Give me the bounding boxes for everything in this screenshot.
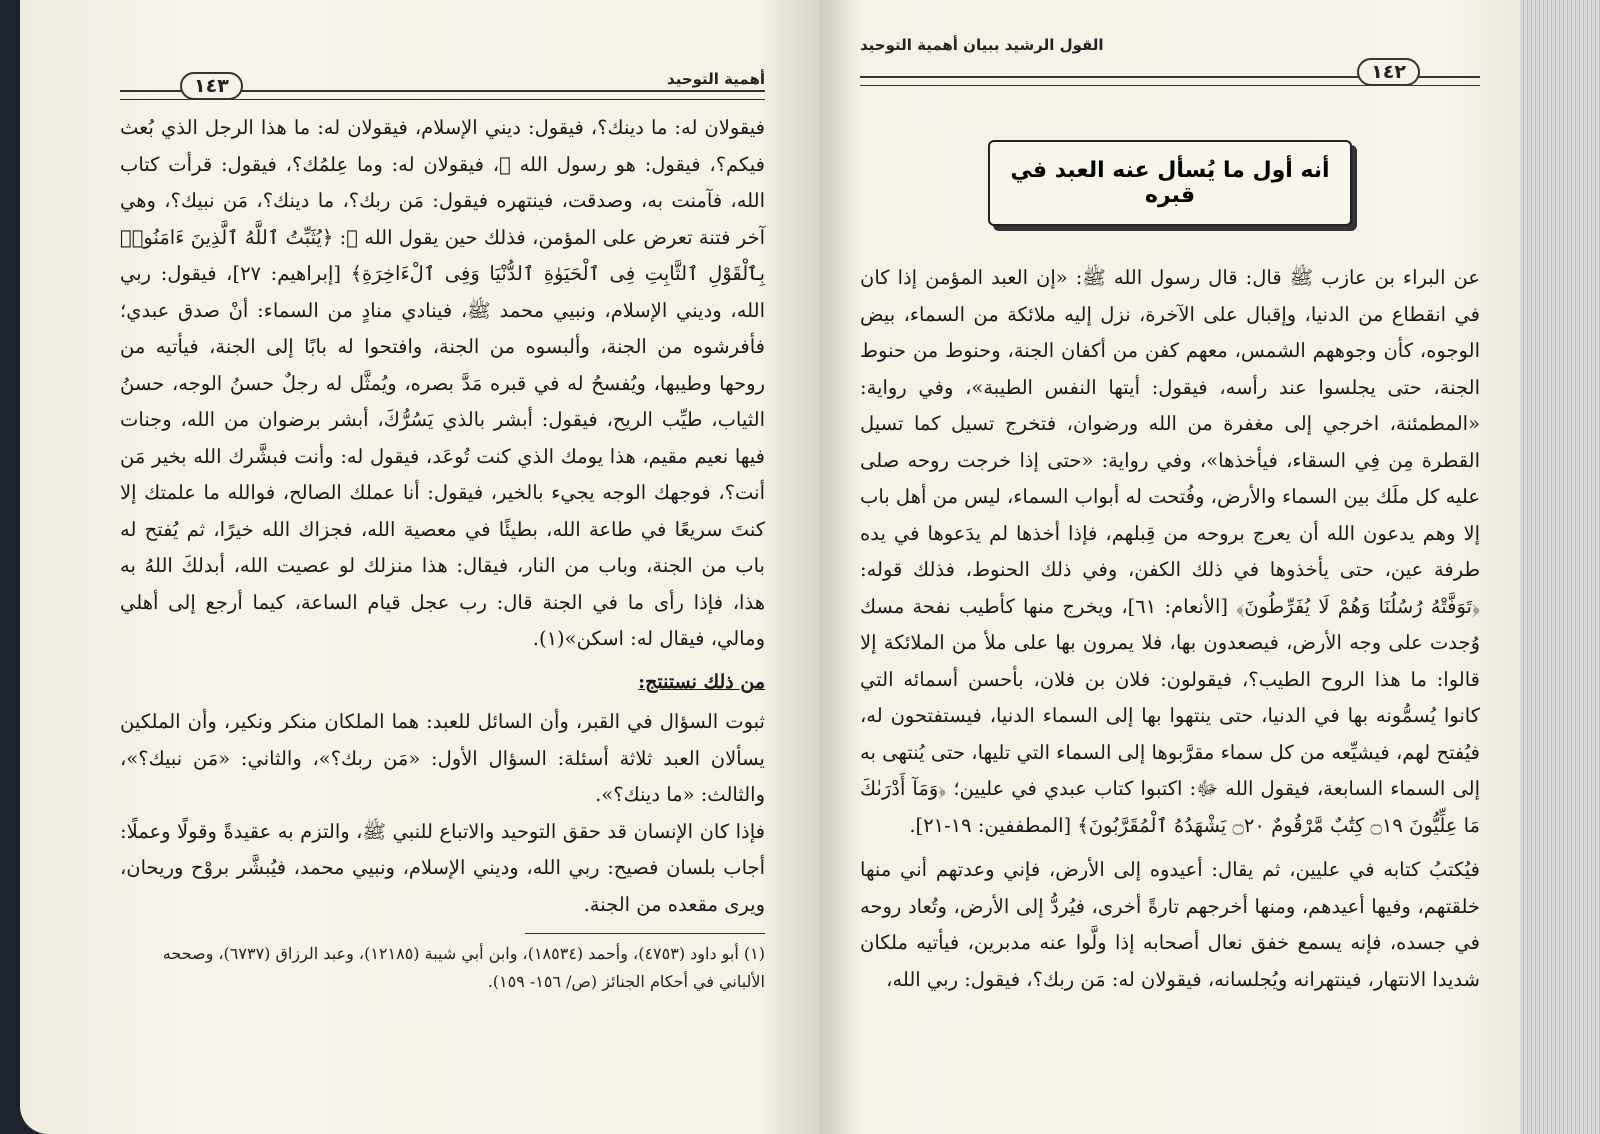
right-page-header <box>860 36 1480 96</box>
body-paragraph: فيُكتبُ كتابه في عليين، ثم يقال: أعيدوه إلى الأرض، فإني وعدتهم أني منها خلقتهم، وفيها أعيدهم، ومنها أخرجهم تارةً أخرى، فيُردُّ إلى الأرض، وتُعاد روحه في جسده، فإنه يسمع خفق نعال أصحابه إذا ولَّوا عنه مدبرين، فيأتيه ملكان شديدا الانتهار، فينتهرانه ويُجلسانه، فيقولان له: مَن ربك؟، فيقول: ربي الله، <box>860 858 1480 991</box>
body-paragraph: فيقولان له: ما دينك؟، فيقول: ديني الإسلام، فيقولان له: ما هذا الرجل الذي بُعث فيكم؟، فيقول: هو رسول الله ﷺ، فيقولان له: وما عِلمُك؟، فيقول: قرأت كتاب الله، فآمنت به، وصدقت، فينتهره فيقول: مَن ربك؟، ما دينك؟، مَن نبيك؟، وهي آخر فتنة تعرض على المؤمن، فذلك حين يقول الله ﷻ: ﴿يُثَبِّتُ ٱللَّهُ ٱلَّذِينَ ءَامَنُوا۟ بِٱلْقَوْلِ ٱلثَّابِتِ فِى ٱلْحَيَوٰةِ ٱلدُّنْيَا وَفِى ٱلْءَاخِرَةِ﴾ [إبراهيم: ٢٧]، فيقول: ربي الله، وديني الإسلام، ونبيي محمد ﷺ، فينادي منادٍ من السماء: أنْ صدق عبدي؛ فأفرشوه من الجنة، وألبسوه من الجنة، وافتحوا له بابًا إلى الجنة، فيأتيه من روحها وطيبها، ويُفسحُ له في قبره مَدَّ بصره، ويُمثَّل له رجلٌ حسنُ الوجه، حسنُ الثياب، طيِّب الريح، فيقول: أبشر بالذي يَسُرُّكَ، أبشر برضوان من الله، وجنات فيها نعيم مقيم، هذا يومك الذي كنت تُوعَد، فيقول له: وأنت فبشَّرك الله بخير مَن أنت؟، فوجهك الوجه يجيء بالخير، فيقول: أنا عملك الصالح، فوالله ما علمتك إلا كنتَ سريعًا في طاعة الله، بطيئًا في معصية الله، فجزاك الله خيرًا، ثم يُفتح له باب من الجنة، وباب من النار، فيقال: هذا منزلك لو عصيت الله، أبدلكَ اللهُ به هذا، فإذا رأى ما في الجنة قال: رب عجل قيام الساعة، كيما أرجع إلى أهلي ومالي، فيقال له: اسكن»(١). <box>120 116 765 650</box>
body-paragraph: ثبوت السؤال في القبر، وأن السائل للعبد: هما الملكان منكر ونكير، وأن الملكين يسألان العبد ثلاثة أسئلة: السؤال الأول: «مَن ربك؟»، والثاني: «مَن نبيك؟»، والثالث: «ما دينك؟». <box>120 710 765 806</box>
left-page <box>20 0 820 1134</box>
left-page-body <box>120 110 765 923</box>
right-page <box>820 0 1520 1134</box>
running-title: القول الرشيد ببيان أهمية التوحيد <box>860 36 1104 54</box>
section-subheading: من ذلك نستنتج: <box>638 670 765 693</box>
chapter-title-box: أنه أول ما يُسأل عنه العبد في قبره <box>988 140 1352 226</box>
page-number: ١٤٣ <box>180 72 243 100</box>
right-page-body <box>860 260 1480 998</box>
footnote-divider <box>525 933 765 934</box>
footnote: (١) أبو داود (٤٧٥٣)، وأحمد (١٨٥٣٤)، وابن أبي شيبة (١٢١٨٥)، وعبد الرزاق (٦٧٣٧)، وصححه الألباني في أحكام الجنائز (ص/ ١٥٦- ١٥٩). <box>162 944 765 991</box>
body-paragraph: عن البراء بن عازب ﷺ قال: قال رسول الله ﷺ: «إن العبد المؤمن إذا كان في انقطاع من الدنيا، وإقبال على الآخرة، نزل إليه ملائكة من السماء، بيض الوجوه، كأن وجوههم الشمس، معهم كفن من أكفان الجنة، وحنوط من حنوط الجنة، حتى يجلسوا عند رأسه، فيقول: أيتها النفس الطيبة»، وفي رواية: «المطمئنة، اخرجي إلى مغفرة من الله ورضوان، فتخرج تسيل كما تسيل القطرة مِن فِي السقاء، فيأخذها»، وفي رواية: «حتى إذا خرجت روحه صلى عليه كل ملَك بين السماء والأرض، وفُتحت له أبواب السماء، ليس من أهل باب إلا وهم يدعون الله أن يعرج بروحه من قِبلهم، فإذا أخذها لم يدَعوها في يده طرفة عين، حتى يأخذوها في ذلك الكفن، وفي ذلك الحنوط، فذلك قوله: ﴿تَوَفَّتْهُ رُسُلُنَا وَهُمْ لَا يُفَرِّطُونَ﴾ [الأنعام: ٦١]، ويخرج منها كأطيب نفحة مسك وُجدت على وجه الأرض، فيصعدون بها، فلا يمرون بها على ملأ من الملائكة إلا قالوا: ما هذا الروح الطيب؟، فيقولون: فلان بن فلان، بأحسن أسمائه التي كانوا يُسمُّونه بها في الدنيا، حتى ينتهوا بها إلى السماء الدنيا، فيستفتحون له، فيُفتح لهم، فيشيِّعه من كل سماء مقرَّبوها إلى السماء التي تليها، حتى يُنتهى به إلى السماء السابعة، فيقول الله ﷻ: اكتبوا كتاب عبدي في عليين؛ ﴿وَمَآ أَدْرَىٰكَ مَا عِلِّيُّونَ ۝١٩ كِتَٰبٌ مَّرْقُومٌ ۝٢٠ يَشْهَدُهُ ٱلْمُقَرَّبُونَ﴾ [المطففين: ١٩-٢١]. <box>860 266 1480 837</box>
page-number: ١٤٢ <box>1357 58 1420 86</box>
body-paragraph: فإذا كان الإنسان قد حقق التوحيد والاتباع للنبي ﷺ، والتزم به عقيدةً وقولًا وعملًا: أجاب بلسان فصيح: ربي الله، وديني الإسلام، ونبيي محمد، فيُبشَّر بروْح وريحان، ويرى مقعده من الجنة. <box>120 819 765 916</box>
running-title: أهمية التوحيد <box>667 70 765 88</box>
left-page-header <box>120 50 765 110</box>
book-page-edges <box>1520 0 1600 1134</box>
